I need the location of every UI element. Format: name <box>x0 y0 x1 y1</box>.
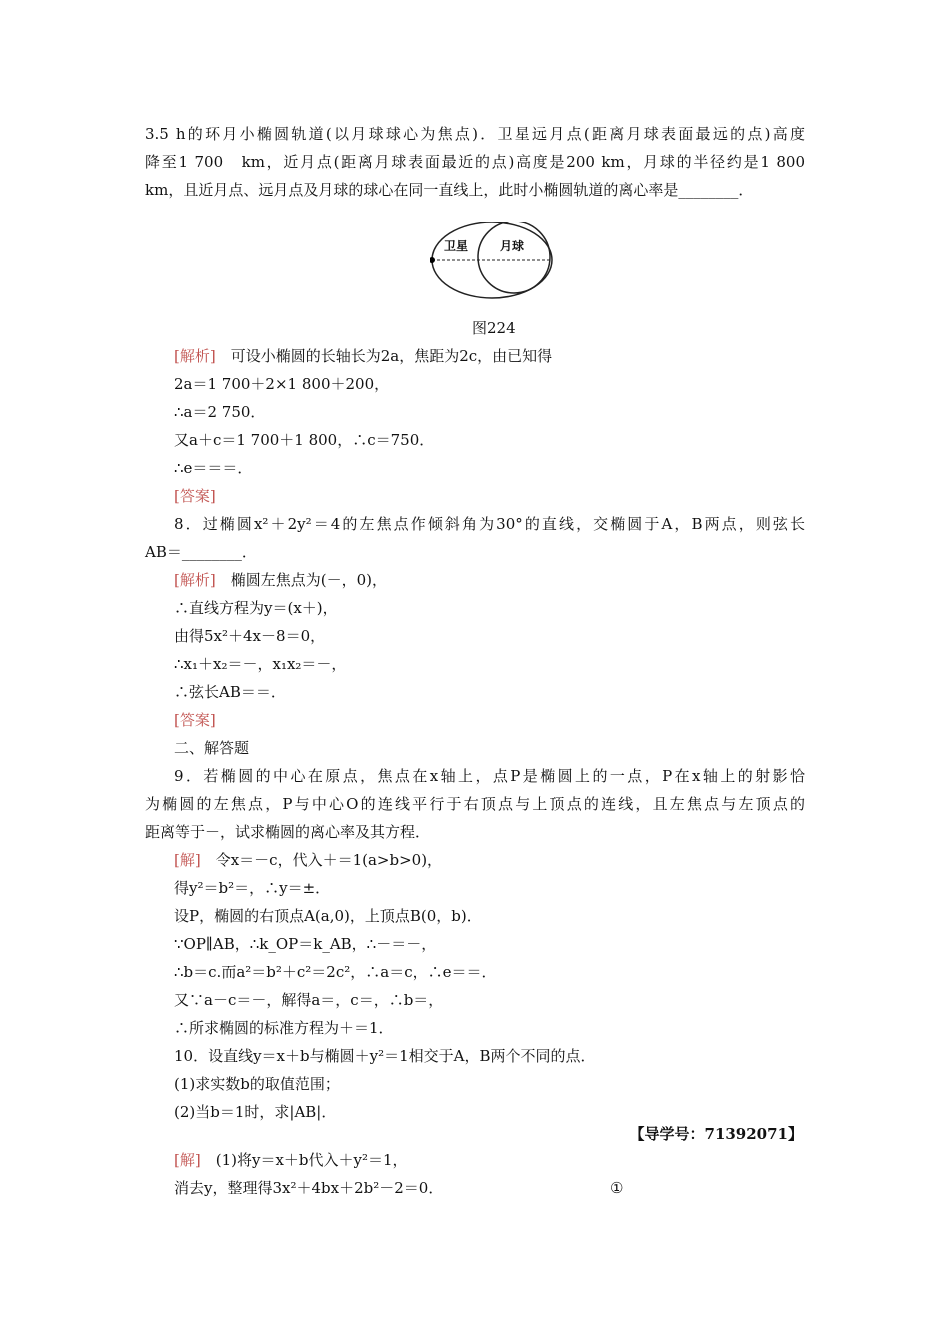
problem10-solution <box>174 1150 408 1170</box>
problem9-step3: ∵OP∥AB，∴k_OP＝k_AB，∴－＝－， <box>174 935 437 953</box>
problem9-step4: ∴b＝c.而a²＝b²＋c²＝2c²，∴a＝c，∴e＝＝． <box>174 963 497 981</box>
problem7-step2: ∴a＝2 750． <box>174 403 266 421</box>
problem10-step1: 消去y，整理得3x²＋4bx＋2b²－2＝0． <box>174 1179 444 1197</box>
analysis-text: 椭圆左焦点为(－，0)， <box>215 571 387 589</box>
problem8-analysis <box>174 570 387 590</box>
solution-text: (1)将y＝x＋b代入＋y²＝1， <box>200 1151 408 1169</box>
problem9-step1: 得y²＝b²＝，∴y＝±． <box>174 879 331 897</box>
problem9-step6: ∴所求椭圆的标准方程为＋＝1． <box>174 1019 394 1037</box>
problem9-line1: 9．若椭圆的中心在原点，焦点在x轴上，点P是椭圆上的一点，P在x轴上的射影恰 <box>174 767 805 785</box>
analysis-tag: [解析] <box>174 347 216 365</box>
moon-circle <box>478 222 550 293</box>
problem9-solution <box>174 850 442 870</box>
problem7-line1: 3.5 h的环月小椭圆轨道(以月球球心为焦点)．卫星远月点(距离月球表面最远的点)高度 <box>145 125 805 143</box>
satellite-point <box>430 257 435 263</box>
problem7-line3: km，且近月点、远月点及月球的球心在同一直线上，此时小椭圆轨道的离心率是________． <box>145 181 754 199</box>
solution-tag: [解] <box>174 851 201 869</box>
problem9-step2: 设P，椭圆的右顶点A(a,0)，上顶点B(0，b)． <box>174 907 482 925</box>
analysis-text: 可设小椭圆的长轴长为2a，焦距为2c，由已知得 <box>215 347 553 365</box>
problem7-line2: 降至1 700 km，近月点(距离月球表面最近的点)高度是200 km，月球的半径约是1 800 <box>145 153 805 171</box>
problem7-step1: 2a＝1 700＋2×1 800＋200， <box>174 375 390 393</box>
ellipse-orbit-figure <box>430 222 558 304</box>
problem9-line3: 距离等于－，试求椭圆的离心率及其方程． <box>145 823 431 841</box>
problem10-part1: (1)求实数b的取值范围； <box>174 1075 340 1093</box>
problem7-answer-tag: [答案] <box>174 487 216 505</box>
problem8-step3: ∴x₁＋x₂＝－，x₁x₂＝－， <box>174 655 347 673</box>
solution-text: 令x＝－c，代入＋＝1(a>b>0)， <box>200 851 443 869</box>
problem7-step3: 又a＋c＝1 700＋1 800，∴c＝750． <box>174 431 435 449</box>
equation-marker: ① <box>610 1179 624 1197</box>
problem8-answer-tag: [答案] <box>174 711 216 729</box>
problem8-step2: 由得5x²＋4x－8＝0， <box>174 627 326 645</box>
problem8-step4: ∴弦长AB＝＝． <box>174 683 286 701</box>
moon-label: 月球 <box>500 239 525 253</box>
problem9-line2: 为椭圆的左焦点，P与中心O的连线平行于右顶点与上顶点的连线，且左焦点与左顶点的 <box>145 795 805 813</box>
analysis-tag: [解析] <box>174 571 216 589</box>
figure-caption: 图224 <box>472 319 516 337</box>
problem8-line2: AB＝________． <box>145 543 257 561</box>
problem10-line1: 10．设直线y＝x＋b与椭圆＋y²＝1相交于A，B两个不同的点． <box>174 1047 596 1065</box>
problem8-step1: ∴直线方程为y＝(x＋)， <box>174 599 338 617</box>
guide-number: 【导学号：71392071】 <box>629 1125 803 1143</box>
problem8-line1: 8．过椭圆x²＋2y²＝4的左焦点作倾斜角为30°的直线，交椭圆于A，B两点，则弦长 <box>174 515 805 533</box>
section-heading: 二、解答题 <box>174 739 250 757</box>
satellite-label: 卫星 <box>444 239 469 253</box>
problem7-analysis <box>174 346 552 366</box>
solution-tag: [解] <box>174 1151 201 1169</box>
problem9-step5: 又∵a－c＝－，解得a＝，c＝，∴b＝， <box>174 991 444 1009</box>
problem10-part2: (2)当b＝1时，求|AB|． <box>174 1103 337 1121</box>
problem7-step4: ∴e＝＝＝． <box>174 459 253 477</box>
